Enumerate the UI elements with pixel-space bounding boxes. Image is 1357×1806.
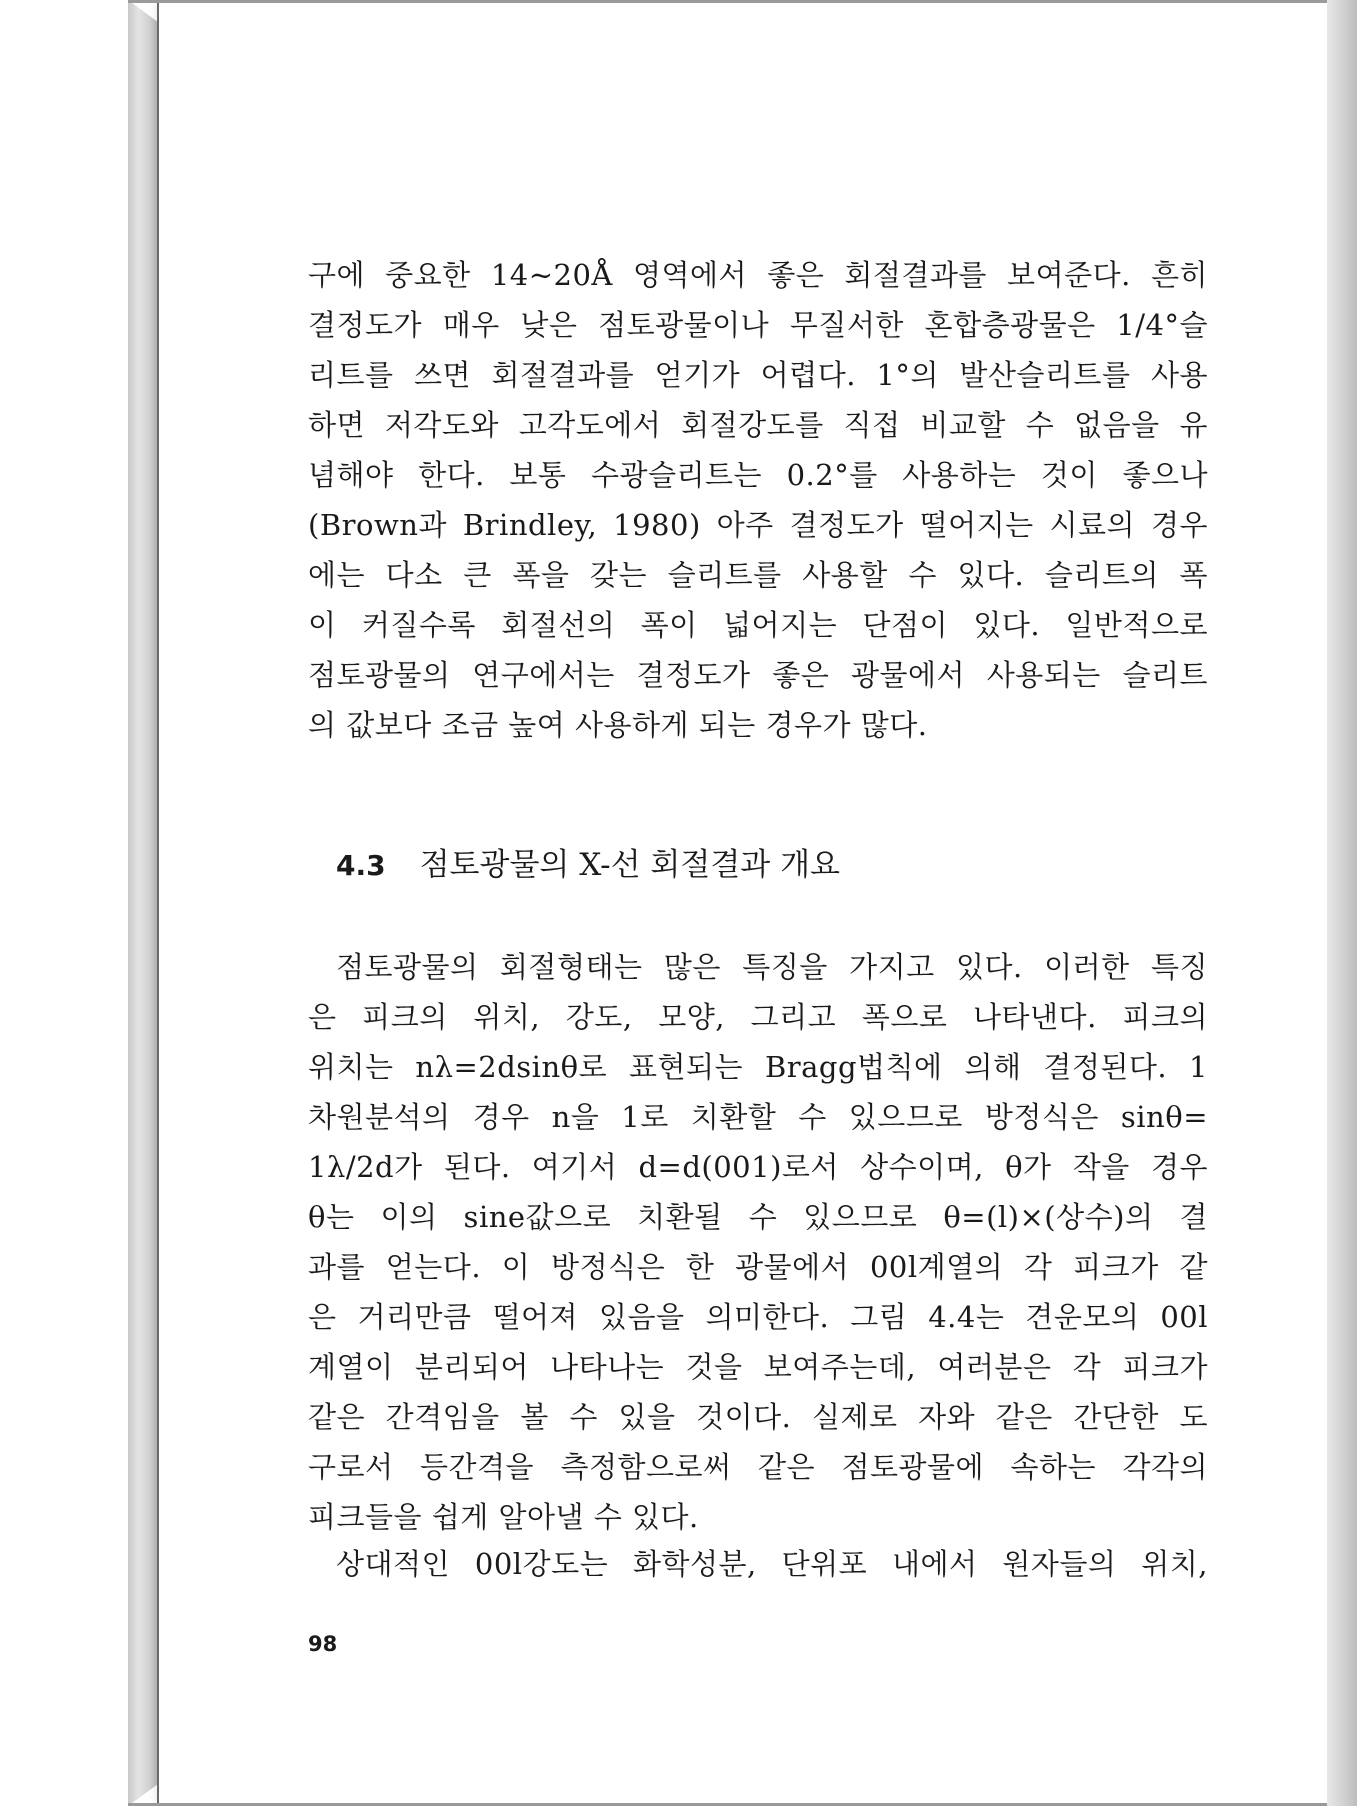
text-line: 피크들을 쉽게 알아낼 수 있다. xyxy=(308,1500,699,1534)
text-line: 점토광물의 연구에서는 결정도가 좋은 광물에서 사용되는 슬리트 xyxy=(308,658,1208,692)
text-line: 위치는 nλ=2dsinθ로 표현되는 Bragg법칙에 의해 결정된다. 1 xyxy=(308,1050,1208,1084)
text-line: 같은 간격임을 볼 수 있을 것이다. 실제로 자와 같은 간단한 도 xyxy=(308,1400,1208,1434)
text-line: 의 값보다 조금 높여 사용하게 되는 경우가 많다. xyxy=(308,708,928,742)
text-line: 이 커질수록 회절선의 폭이 넓어지는 단점이 있다. 일반적으로 xyxy=(308,608,1208,642)
text-line: 차원분석의 경우 n을 1로 치환할 수 있으므로 방정식은 sinθ= xyxy=(308,1100,1208,1134)
text-line: 상대적인 00l강도는 화학성분, 단위포 내에서 원자들의 위치, xyxy=(336,1547,1208,1581)
page-number: 98 xyxy=(308,1632,338,1656)
page-top-edge xyxy=(128,0,1327,3)
text-line: 은 피크의 위치, 강도, 모양, 그리고 폭으로 나타낸다. 피크의 xyxy=(308,1000,1208,1034)
text-line: 은 거리만큼 떨어져 있음을 의미한다. 그림 4.4는 견운모의 00l xyxy=(308,1300,1208,1334)
section-number: 4.3 xyxy=(336,849,386,882)
text-line: θ는 이의 sine값으로 치환될 수 있으므로 θ=(l)×(상수)의 결 xyxy=(308,1200,1208,1234)
text-line: 결정도가 매우 낮은 점토광물이나 무질서한 혼합층광물은 1/4°슬 xyxy=(308,308,1208,342)
text-line: 에는 다소 큰 폭을 갖는 슬리트를 사용할 수 있다. 슬리트의 폭 xyxy=(308,558,1208,592)
section-heading xyxy=(336,840,1216,890)
paragraph-diffraction-overview xyxy=(308,942,1208,1542)
text-line: 점토광물의 회절형태는 많은 특징을 가지고 있다. 이러한 특징 xyxy=(336,950,1208,984)
book-spine xyxy=(128,0,158,1806)
text-line: 1λ/2d가 된다. 여기서 d=d(001)로서 상수이며, θ가 작을 경우 xyxy=(308,1150,1208,1184)
section-title: 점토광물의 X-선 회절결과 개요 xyxy=(419,847,840,883)
text-line: 구로서 등간격을 측정함으로써 같은 점토광물에 속하는 각각의 xyxy=(308,1450,1208,1484)
text-line: 계열이 분리되어 나타나는 것을 보여주는데, 여러분은 각 피크가 xyxy=(308,1350,1208,1384)
next-page-edge xyxy=(1327,0,1357,1806)
text-line: 념해야 한다. 보통 수광슬리트는 0.2°를 사용하는 것이 좋으나 xyxy=(308,458,1208,492)
text-line: (Brown과 Brindley, 1980) 아주 결정도가 떨어지는 시료의 경우 xyxy=(308,508,1208,542)
text-line: 구에 중요한 14∼20Å 영역에서 좋은 회절결과를 보여준다. 흔히 xyxy=(308,258,1208,292)
text-line: 과를 얻는다. 이 방정식은 한 광물에서 00l계열의 각 피크가 같 xyxy=(308,1250,1208,1284)
text-line: 하면 저각도와 고각도에서 회절강도를 직접 비교할 수 없음을 유 xyxy=(308,408,1208,442)
text-line: 리트를 쓰면 회절결과를 얻기가 어렵다. 1°의 발산슬리트를 사용 xyxy=(308,358,1208,392)
paragraph-relative-intensity xyxy=(308,1539,1208,1589)
paragraph-slit-usage xyxy=(308,250,1208,750)
